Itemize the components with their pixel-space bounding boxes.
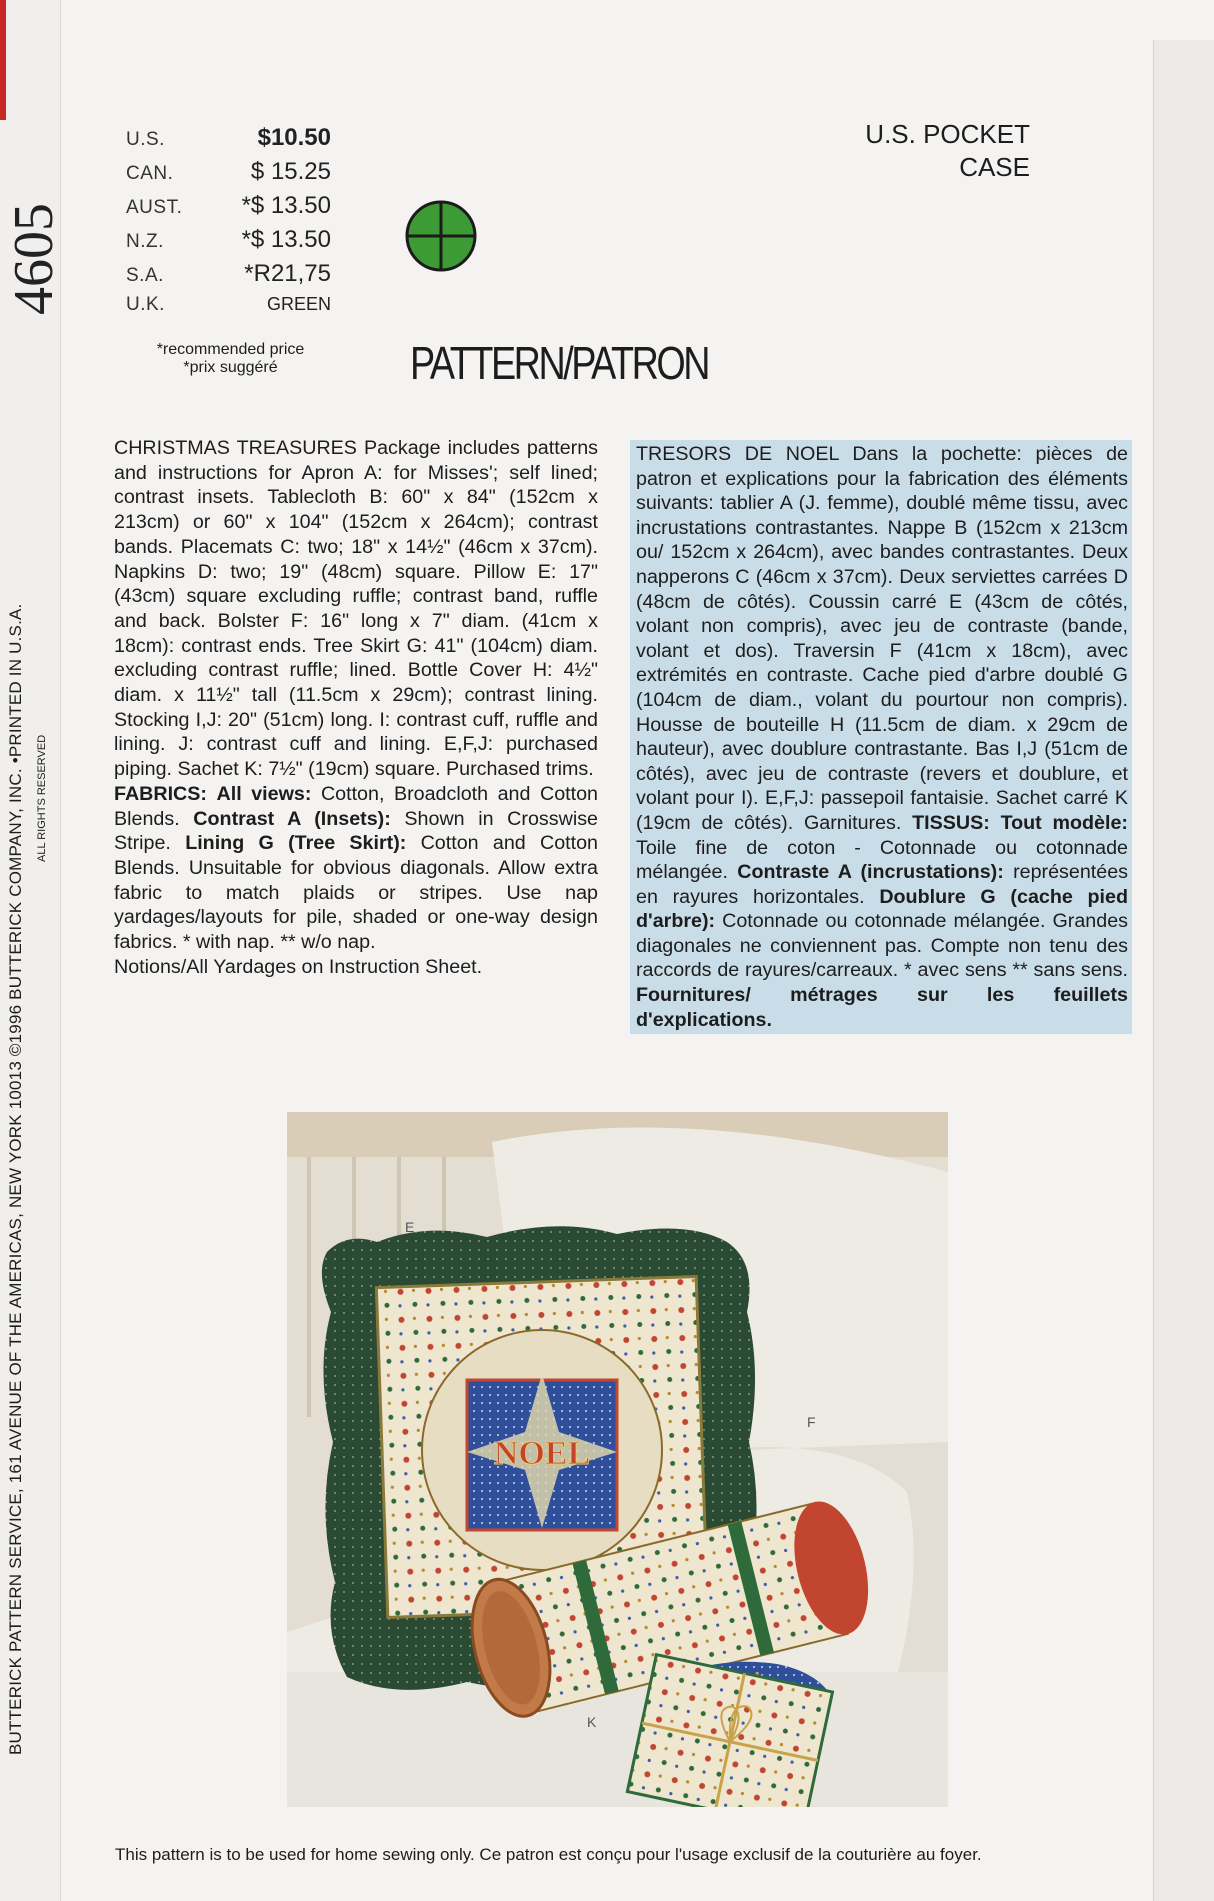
english-description (114, 436, 598, 979)
tout-label: Tout modèle: (1000, 811, 1128, 834)
french-description (630, 440, 1132, 1034)
photo-illustration (287, 1112, 948, 1807)
price-country: S.A. (126, 265, 164, 286)
photo-label-f: F (807, 1414, 816, 1430)
en-body: Package includes patterns and instructions for Apron A: for Misses'; self lined; contrast insets. Tablecloth B: 60" x 84" (152cm x 213cm) or 60" x 104" (152cm x 264cm); contrast bands. Placemats C: two; 18" x 14½" (46cm x 37cm). Napkins D: two; 19" (48cm) square. Pillow E: 17" (43cm) square excluding ruffle; contrast band, ruffle and back. Bolster F: 16" long x 7" diam. (41cm x 18cm): contrast ends. Tree Skirt G: 41" (104cm) diam. excluding contrast ruffle; lined. Bottle Cover H: 4½" diam. x 11½" tall (11.5cm x 29cm); contrast lining. Stocking I,J: 20" (51cm) long. I: contrast cuff, ruffle and lining. J: contrast cuff and lining. E,F,J: purchased piping. Sachet K: 7½" (19cm) square. Purchased trims. (114, 437, 598, 781)
rights-line: ALL RIGHTS RESERVED (36, 734, 48, 862)
price-row (126, 294, 331, 328)
price-row (126, 226, 331, 260)
doublure-text: Cotonnade ou cotonnade mélangée. Grandes diagonales ne conviennent pas. Compte non tenu des raccords de rayures/carreaux. * avec sens ** sans sens. (636, 910, 1128, 982)
publisher-line: BUTTERICK PATTERN SERVICE, 161 AVENUE OF THE AMERICAS, NEW YORK 10013 ©1996 BUTTERICK COMPANY, INC. •PRINTED IN U.S.A. (6, 603, 25, 1755)
contrast-label: Contrast A (Insets): (193, 807, 391, 830)
price-row (126, 158, 331, 192)
photo-label-k: K (587, 1714, 597, 1730)
fr-body: Dans la pochette: pièces de patron et explications pour la fabrication des éléments suivants: tablier A (J. femme), doublé même tissu, avec incrustations contrastantes. Nappe B (152cm x 213cm ou/ 152cm x 264cm), avec bandes contrastantes. Deux napperons C (46cm x 37cm). Deux serviettes carrées D (48cm de côtés). Coussin carré E (43cm de côtés, volant non compris), avec jeu de contraste (bande, volant et dos). Traversin F (41cm x 18cm), avec extrémités en contraste. Cache pied d'arbre doublé G (104cm de diam., volant du pourtour non compris). Housse de bouteille H (11.5cm de diam. x 29cm de hauteur), avec doublure contrastante. Bas I,J (51cm de côtés), avec jeu de contraste (revers et doublure, et volant pour I). E,F,J: passepoil fantaisie. Sachet carré K (19cm de côtés). Garnitures. (636, 443, 1128, 834)
pillow-noel-text: NOEL (493, 1435, 591, 1472)
all-views-label: All views: (216, 782, 312, 805)
price-row (126, 260, 331, 294)
price-country: U.K. (126, 294, 165, 315)
envelope-flap (1153, 40, 1214, 1901)
contraste-text: représentées en rayures horizontales. (636, 861, 1128, 908)
price-table (126, 124, 331, 328)
price-amount: *$ 13.50 (241, 192, 331, 219)
price-country: N.Z. (126, 231, 164, 252)
price-amount: GREEN (266, 294, 331, 314)
product-photo (287, 1112, 948, 1807)
tissus-label: TISSUS: (912, 811, 990, 834)
fournitures-text: Fournitures/ métrages sur les feuillets d'explications. (636, 984, 1128, 1031)
contraste-label: Contraste A (incrustations): (737, 861, 1004, 884)
contrast-text: Shown in Crosswise Stripe. (114, 807, 598, 855)
pocket-line2: CASE (959, 152, 1030, 182)
all-views-text: Cotton, Broadcloth and Cotton Blends. (114, 782, 598, 830)
photo-label-e: E (405, 1219, 415, 1235)
fr-title: TRESORS DE NOEL (636, 443, 839, 465)
green-crosshair-icon (405, 200, 477, 272)
price-amount: $ 15.25 (250, 158, 331, 185)
style-number: 4605 (3, 203, 65, 315)
doublure-label: Doublure G (cache pied d'arbre): (636, 885, 1128, 933)
tout-text: Toile fine de coton - Cotonnade ou cotonnade mélangée. (636, 836, 1128, 884)
home-sewing-notice: This pattern is to be used for home sewing only. Ce patron est conçu pour l'usage exclusif de la couturière au foyer. (115, 1845, 982, 1864)
price-country: AUST. (126, 197, 183, 218)
price-amount: *$ 13.50 (241, 226, 331, 253)
recommended-fr: *prix suggéré (183, 359, 278, 376)
fabrics-label: FABRICS: (114, 782, 207, 805)
price-amount: $10.50 (257, 124, 331, 151)
price-row (126, 124, 331, 158)
red-edge (0, 0, 6, 120)
lining-text: Cotton and Cotton Blends. Unsuitable for obvious diagonals. Allow extra fabric to match plaids or stripes. Use nap yardages/layouts for pile, shaded or one-way design fabrics. * with nap. ** w/o nap. (114, 832, 598, 954)
price-country: U.S. (126, 129, 165, 150)
price-amount: *R21,75 (244, 260, 331, 287)
recommended-en: *recommended price (156, 341, 305, 358)
notions-text: Notions/All Yardages on Instruction Sheet. (114, 955, 483, 978)
en-title: CHRISTMAS TREASURES (114, 437, 357, 459)
pocket-line1: U.S. POCKET (865, 119, 1030, 149)
recommended-price-note (128, 341, 333, 377)
price-row (126, 192, 331, 226)
pocket-case-label (830, 118, 1030, 184)
pattern-label: PATTERN/PATRON (410, 337, 709, 389)
price-country: CAN. (126, 163, 174, 184)
lining-label: Lining G (Tree Skirt): (185, 832, 407, 855)
